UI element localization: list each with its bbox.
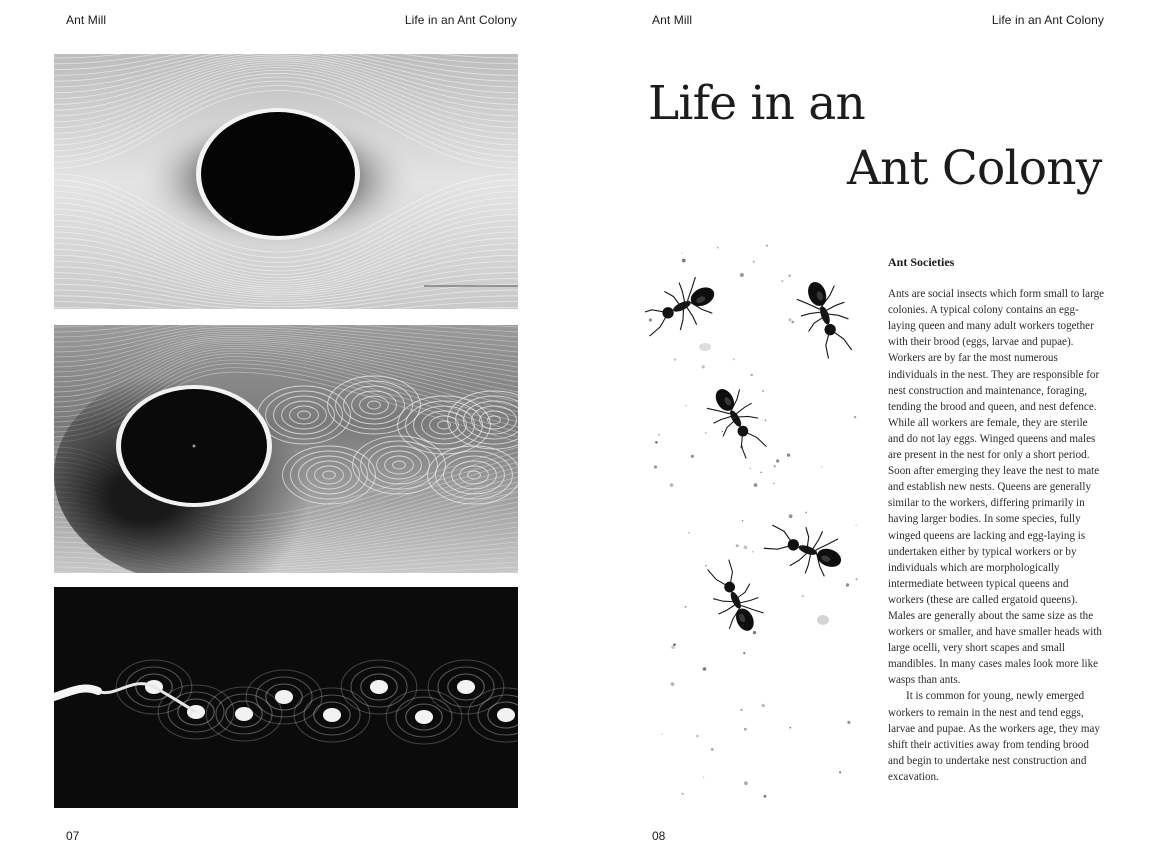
ant-figure [792, 275, 861, 363]
running-header-right: Life in an Ant Colony [991, 13, 1104, 27]
flow-around-cylinder-photo [54, 54, 518, 309]
page-number: 08 [652, 829, 666, 843]
cylinder-wake-turbulence-photo [54, 325, 518, 573]
article-title-line-2: Ant Colony [847, 141, 1102, 196]
ants-photo [645, 232, 873, 812]
section-heading: Ant Societies [888, 255, 955, 269]
ant-figure [699, 555, 769, 639]
page-number: 07 [66, 829, 80, 843]
paragraph: It is common for young, newly emerged workers to remain in the nest and tend eggs, larvae and pupae. As the workers age, they may shift their activities away from tending brood and begin to undertake nest construction and excavation. [888, 690, 1100, 783]
running-header-left: Ant Mill [66, 13, 107, 27]
ant-figure [645, 271, 723, 345]
right-page [585, 0, 1170, 865]
running-header-right: Life in an Ant Colony [404, 13, 517, 27]
paragraph: Ants are social insects which form small to large colonies. A typical colony contains an egg-laying queen and many adult workers together with their brood (eggs, larvae and pupae). Workers are by far the most numerous individuals in the nest. They are responsible for nest construction and maintenance, foraging, tending the brood and queen, and nest defence. While all workers are female, they are sterile and do not lay eggs. Winged queens and males are present in the nest for only a short period. Soon after emerging they leave the nest to mate and establish new nests. Queens are generally similar to the workers, differing primarily in having larger bodies. In some species, fully winged queens are lacking and egg-laying is undertaken either by typical workers or by individuals which are morphologically intermediate between typical queens and workers (these are called ergatoid queens). Males are generally about the same size as the workers or smaller, and have smaller heads with large ocelli, very short scapes and small mandibles. In many cases males look more like wasps than ants. [888, 288, 1105, 687]
article-body [888, 254, 1106, 785]
vortex-street-photo [54, 587, 518, 808]
article-title-line-1: Life in an [648, 76, 865, 131]
running-header-left: Ant Mill [652, 13, 693, 27]
ant-figure [761, 514, 849, 583]
